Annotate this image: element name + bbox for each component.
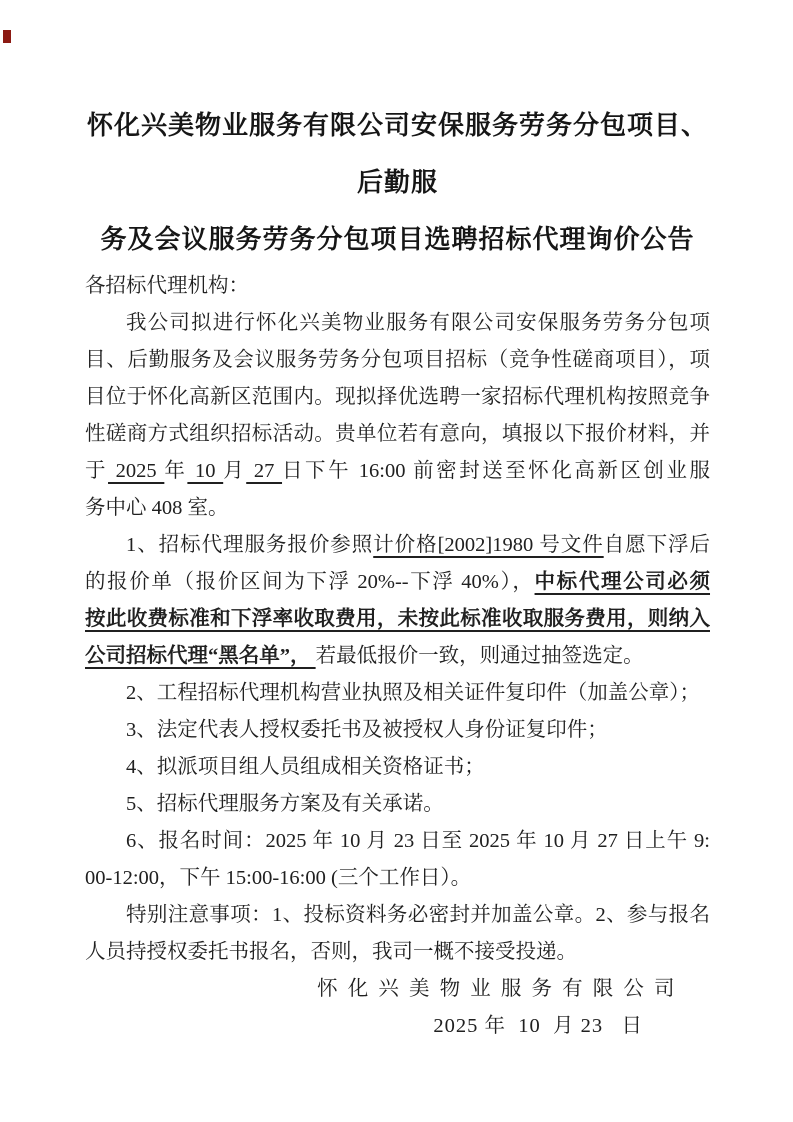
text-run: 6、报名时间：2025 年 10 月 23 日至 2025 年 10 月 27 日上午 9: bbox=[126, 830, 710, 852]
document-line bbox=[85, 860, 710, 897]
text-run: 1、招标代理服务报价参照 bbox=[126, 534, 374, 556]
text-run: 性磋商方式组织招标活动。贵单位若有意向，填报以下报价材料，并 bbox=[85, 423, 710, 445]
text-run: 特别注意事项：1、投标资料务必密封并加盖公章。2、参与报名 bbox=[126, 904, 710, 926]
red-marker-artifact bbox=[3, 30, 11, 43]
text-run: 4、拟派项目组人员组成相关资格证书； bbox=[126, 756, 485, 778]
text-run: 月 bbox=[223, 460, 247, 482]
salutation: 各招标代理机构： bbox=[85, 275, 249, 297]
document-line bbox=[85, 675, 710, 712]
text-run: 我公司拟进行怀化兴美物业服务有限公司安保服务劳务分包项 bbox=[126, 312, 710, 334]
document-line bbox=[85, 416, 710, 453]
document-line bbox=[85, 379, 710, 416]
document-body-block bbox=[85, 268, 710, 1045]
text-run: 公司招标代理“黑名单”， bbox=[85, 645, 316, 667]
signature-company: 怀 化 兴 美 物 业 服 务 有 限 公 司 bbox=[317, 978, 677, 1000]
text-run: 自愿下浮后 bbox=[603, 534, 711, 556]
text-run: 日下午 16:00 前密封送至怀化高新区创业服 bbox=[282, 460, 710, 482]
text-run: 于 bbox=[85, 460, 109, 482]
document-line bbox=[85, 490, 710, 527]
text-run: 计价格[2002]1980 号文件 bbox=[373, 534, 604, 556]
text-run: 00-12:00，下午 15:00-16:00 (三个工作日）。 bbox=[85, 867, 472, 889]
title-line-1: 怀化兴美物业服务有限公司安保服务劳务分包项目、后勤服 bbox=[86, 110, 708, 197]
text-run: 3、法定代表人授权委托书及被授权人身份证复印件； bbox=[126, 719, 608, 741]
text-run: 务中心 408 室。 bbox=[85, 497, 229, 519]
document-line bbox=[85, 749, 710, 786]
text-run: 若最低报价一致，则通过抽签选定。 bbox=[315, 645, 644, 667]
document-line bbox=[85, 638, 710, 675]
document-line bbox=[85, 712, 710, 749]
text-run: 的报价单（报价区间为下浮 20%--下浮 40%）， bbox=[85, 571, 535, 593]
text-run: 2025 bbox=[108, 460, 165, 482]
document-line bbox=[85, 453, 710, 490]
text-run: 目、后勤服务及会议服务劳务分包项目招标（竞争性磋商项目），项 bbox=[85, 349, 710, 371]
text-run: 年 bbox=[164, 460, 188, 482]
document-line bbox=[85, 786, 710, 823]
text-run: 按此收费标准和下浮率收取费用，未按此标准收取服务费用，则纳入 bbox=[85, 608, 710, 630]
signature-date: 2025 年 10 月 23 日 bbox=[433, 1015, 643, 1037]
title-line-2: 务及会议服务劳务分包项目选聘招标代理询价公告 bbox=[100, 224, 695, 254]
document-line bbox=[85, 527, 710, 564]
document-line bbox=[85, 601, 710, 638]
text-run: 5、招标代理服务方案及有关承诺。 bbox=[126, 793, 444, 815]
document-line bbox=[85, 897, 710, 934]
text-run: 2、工程招标代理机构营业执照及相关证件复印件（加盖公章）； bbox=[126, 682, 700, 704]
document-body bbox=[85, 305, 710, 971]
document-title bbox=[85, 97, 710, 268]
text-run: 人员持授权委托书报名，否则，我司一概不接受投递。 bbox=[85, 941, 577, 963]
text-run: 27 bbox=[246, 460, 283, 482]
text-run: 10 bbox=[187, 460, 224, 482]
document-line bbox=[85, 305, 710, 342]
document-line bbox=[85, 934, 710, 971]
document-line bbox=[85, 823, 710, 860]
text-run: 目位于怀化高新区范围内。现拟择优选聘一家招标代理机构按照竞争 bbox=[85, 386, 710, 408]
document-line bbox=[85, 564, 710, 601]
text-run: 中标代理公司必须 bbox=[534, 571, 711, 593]
document-line bbox=[85, 342, 710, 379]
